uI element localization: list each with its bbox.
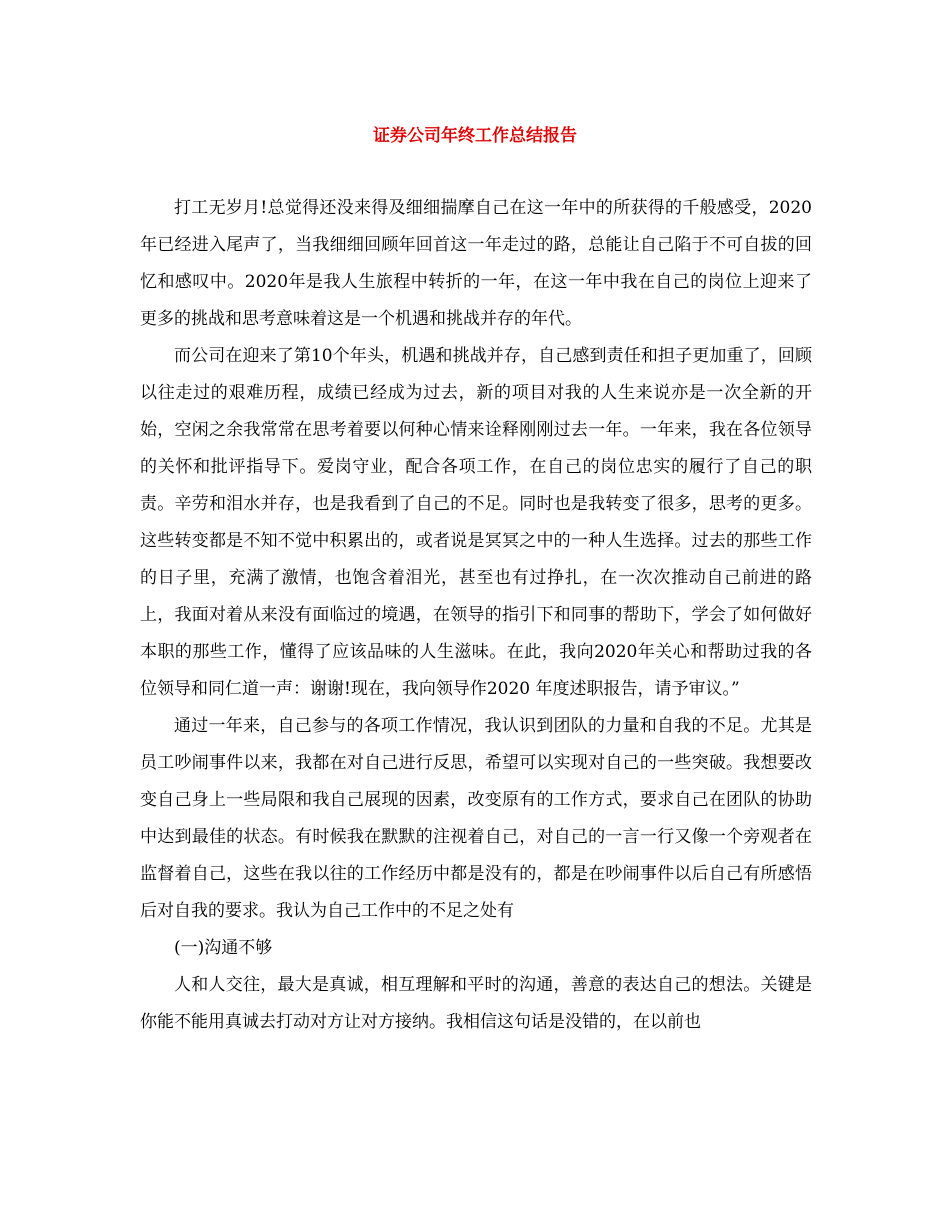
paragraph-communication: 人和人交往，最大是真诚，相互理解和平时的沟通，善意的表达自己的想法。关键是你能不能用真诚去打动对方让对方接纳。我相信这句话是没错的，在以前也	[140, 975, 812, 1032]
paragraph-company: 而公司在迎来了第10个年头，机遇和挑战并存，自己感到责任和担子更加重了，回顾以往走过的艰难历程，成绩已经成为过去，新的项目对我的人生来说亦是一次全新的开始，空闲之余我常常在思考着要以何种心情来诠释刚刚过去一年。一年来，我在各位领导的关怀和批评指导下。爱岗守业，配合各项工作，在自己的岗位忠实的履行了自己的职责。辛劳和泪水并存，也是我看到了自己的不足。同时也是我转变了很多，思考的更多。这些转变都是不知不觉中积累出的，或者说是冥冥之中的一种人生选择。过去的那些工作的日子里，充满了激情，也饱含着泪光，甚至也有过挣扎，在一次次推动自己前进的路上，我面对着从来没有面临过的境遇，在领导的指引下和同事的帮助下，学会了如何做好本职的那些工作，懂得了应该品味的人生滋味。在此，我向2020年关心和帮助过我的各位领导和同仁道一声：谢谢!现在，我向领导作2020 年度述职报告，请予审议。”	[140, 346, 812, 699]
paragraph-intro: 打工无岁月!总觉得还没来得及细细揣摩自己在这一年中的所获得的千般感受，2020年已经进入尾声了，当我细细回顾年回首这一年走过的路，总能让自己陷于不可自拔的回忆和感叹中。2020年是我人生旅程中转折的一年，在这一年中我在自己的岗位上迎来了更多的挑战和思考意味着这是一个机遇和挑战并存的年代。	[140, 198, 812, 329]
document-body	[140, 190, 812, 1041]
paragraph-reflection: 通过一年来，自己参与的各项工作情况，我认识到团队的力量和自我的不足。尤其是员工吵闹事件以来，我都在对自己进行反思，希望可以实现对自己的一些突破。我想要改变自己身上一些局限和我自己展现的因素，改变原有的工作方式，要求自己在团队的协助中达到最佳的状态。有时候我在默默的注视着自己，对自己的一言一行又像一个旁观者在监督着自己，这些在我以往的工作经历中都是没有的，都是在吵闹事件以后自己有所感悟后对自我的要求。我认为自己工作中的不足之处有	[140, 716, 812, 921]
section-heading-communication: (一)沟通不够	[174, 938, 273, 958]
document-title: 证券公司年终工作总结报告	[373, 126, 577, 146]
